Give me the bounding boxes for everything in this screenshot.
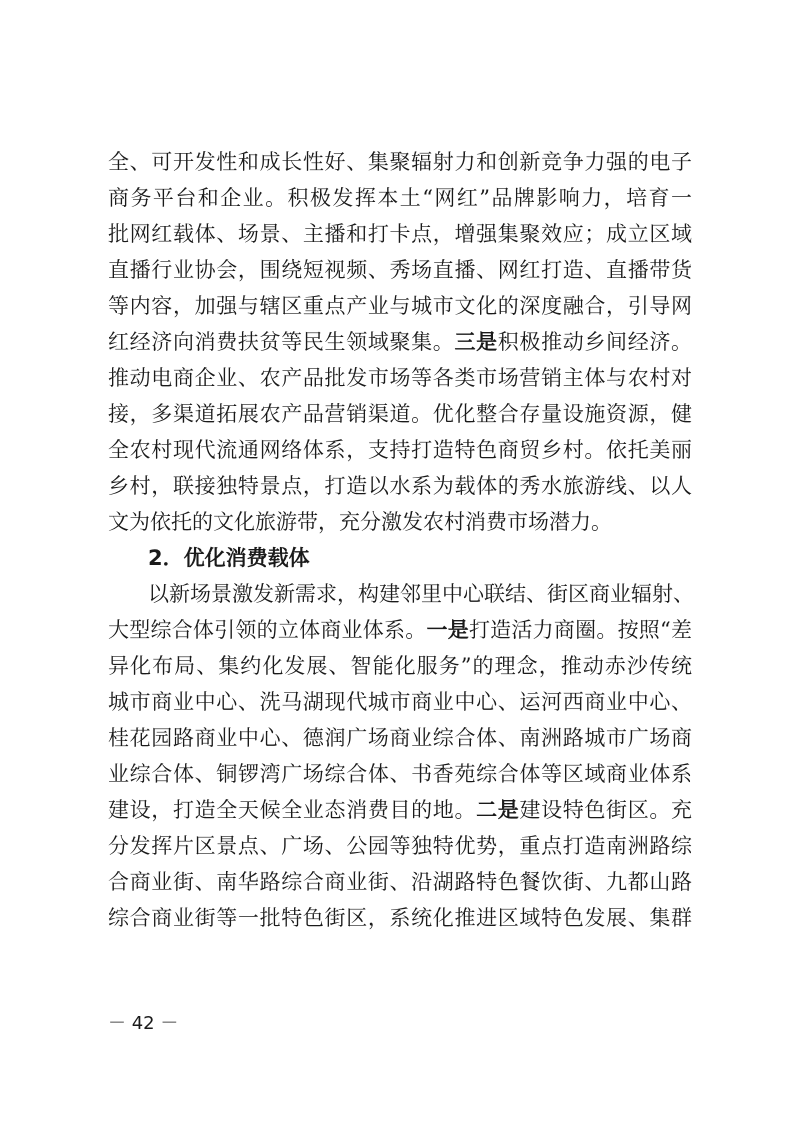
text-line: [108, 797, 692, 823]
emphasis-text: 三是: [454, 329, 498, 354]
text-run: 积极推动乡间经济。: [497, 330, 693, 354]
text-run: 打造活力商圈。按照“差: [468, 618, 693, 642]
text-line: 等内容，加强与辖区重点产业与城市文化的深度融合，引导网: [108, 294, 692, 318]
text-line: 接，多渠道拓展农产品营销渠道。优化整合存量设施资源，健: [108, 402, 692, 426]
text-line: 业综合体、铜锣湾广场综合体、书香苑综合体等区域商业体系: [108, 762, 692, 786]
text-line: 城市商业中心、洗马湖现代城市商业中心、运河西商业中心、: [108, 690, 692, 714]
section-heading: 2．优化消费载体: [148, 546, 310, 570]
emphasis-text: 一是: [426, 617, 469, 642]
text-line: 分发挥片区景点、广场、公园等独特优势，重点打造南洲路综: [108, 834, 692, 858]
text-line: [108, 329, 692, 355]
text-run: 建设特色街区。充: [519, 798, 693, 822]
text-line: 全农村现代流通网络体系，支持打造特色商贸乡村。依托美丽: [108, 438, 692, 462]
text-line: 直播行业协会，围绕短视频、秀场直播、网红打造、直播带货: [108, 258, 692, 282]
text-line: 桂花园路商业中心、德润广场商业综合体、南洲路城市广场商: [108, 726, 692, 750]
text-line: 文为依托的文化旅游带，充分激发农村消费市场潜力。: [108, 510, 612, 534]
text-line: 全、可开发性和成长性好、集聚辐射力和创新竞争力强的电子: [108, 150, 692, 174]
text-run: 建设，打造全天候全业态消费目的地。: [108, 798, 477, 822]
text-line: 推动电商企业、农产品批发市场等各类市场营销主体与农村对: [108, 366, 692, 390]
text-line: [108, 617, 692, 643]
text-run: 大型综合体引领的立体商业体系。: [108, 618, 427, 642]
text-line: 综合商业街等一批特色街区，系统化推进区域特色发展、集群: [108, 906, 692, 930]
text-line: 异化布局、集约化发展、智能化服务”的理念，推动赤沙传统: [108, 654, 692, 678]
text-line: 商务平台和企业。积极发挥本土“网红”品牌影响力，培育一: [108, 186, 692, 210]
page-number: － 42 －: [108, 1013, 179, 1034]
text-line: 以新场景激发新需求，构建邻里中心联结、街区商业辐射、: [148, 582, 694, 606]
text-run: 红经济向消费扶贫等民生领域聚集。: [108, 330, 455, 354]
text-line: 乡村，联接独特景点，打造以水系为载体的秀水旅游线、以人: [108, 474, 692, 498]
emphasis-text: 二是: [476, 797, 520, 822]
text-line: 批网红载体、场景、主播和打卡点，增强集聚效应；成立区域: [108, 222, 692, 246]
text-line: 合商业街、南华路综合商业街、沿湖路特色餐饮街、九都山路: [108, 870, 692, 894]
